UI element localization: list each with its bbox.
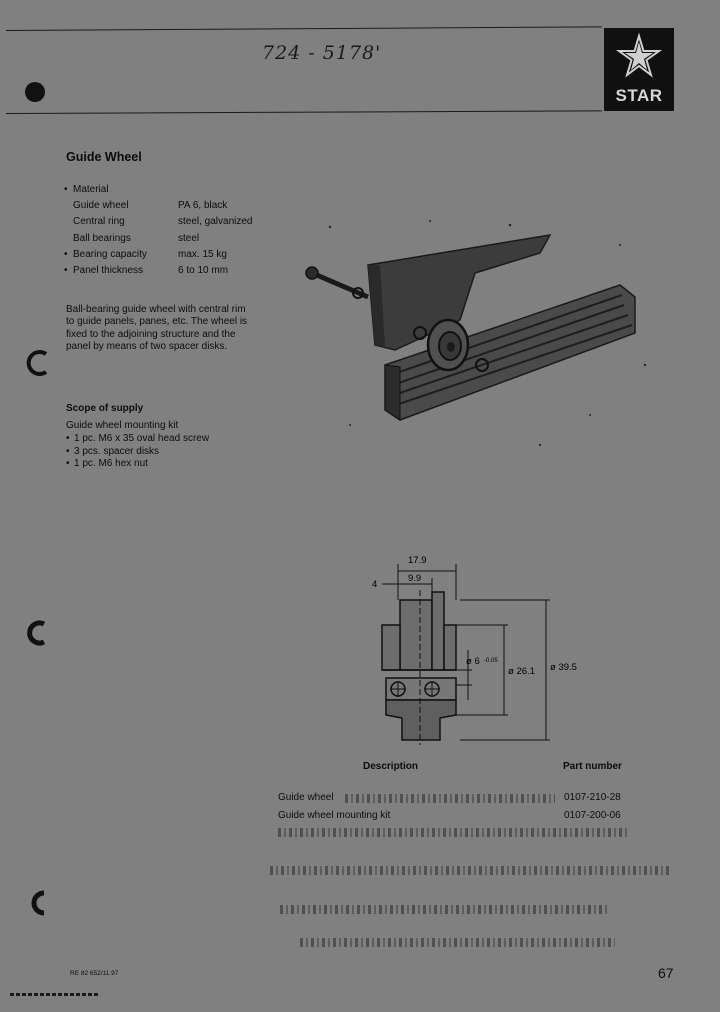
product-title: Guide Wheel: [66, 150, 142, 164]
spec-value: steel, galvanized: [178, 216, 253, 228]
dim-bore-tol: -0.05: [484, 658, 498, 664]
spec-label: Material: [73, 184, 109, 195]
page-number: 67: [658, 965, 674, 981]
punch-hole: [24, 348, 54, 378]
col-header-description: Description: [363, 761, 419, 772]
spec-value: steel: [178, 232, 200, 244]
star-icon: [604, 28, 674, 88]
spec-row: • Panel thickness 6 to 10 mm: [64, 263, 284, 279]
spec-value: 6 to 10 mm: [178, 264, 229, 276]
spec-value: PA 6, black: [178, 200, 228, 212]
scan-artifact: [300, 938, 615, 947]
product-description: Ball-bearing guide wheel with central rim to guide panels, panes, etc. The wheel is fixed to the adjoining structure and the panel by means of two spacer disks.: [66, 304, 248, 352]
document-reference: RE 82 652/11.97: [70, 970, 119, 977]
scope-title: Scope of supply: [66, 403, 144, 414]
spec-label: Central ring: [73, 216, 125, 228]
row-description: Guide wheel: [278, 792, 334, 803]
spec-row: [64, 231, 284, 247]
row-description: Guide wheel mounting kit: [278, 810, 391, 821]
punch-hole: [24, 888, 54, 918]
punch-hole: [25, 82, 45, 102]
handwritten-note: 724 - 5178': [262, 42, 382, 64]
col-header-part-number: Part number: [563, 761, 622, 772]
header-rule-bottom: [6, 110, 602, 114]
scope-item: • 1 pc. M6 x 35 oval head screw: [66, 433, 209, 446]
header-rule-top: [6, 26, 602, 31]
dim-total: 17.9: [408, 555, 427, 566]
punch-hole: [24, 618, 54, 648]
row-part-number: 0107-210-28: [564, 792, 621, 803]
dim-outer: ø 39.5: [550, 662, 577, 673]
scope-intro: Guide wheel mounting kit: [66, 420, 179, 431]
scope-item: • 1 pc. M6 hex nut: [66, 458, 209, 471]
spec-label: Panel thickness: [73, 264, 144, 276]
spec-value: max. 15 kg: [178, 248, 227, 260]
scope-item: • 3 pcs. spacer disks: [66, 446, 209, 459]
scan-artifact: [278, 828, 630, 837]
dim-bore: ø 6: [466, 656, 480, 667]
dim-inner: ø 26.1: [508, 666, 535, 677]
scan-artifact: [10, 993, 100, 996]
dim-left: 4: [372, 579, 378, 590]
spec-row: [64, 214, 284, 230]
product-illustration: [290, 215, 670, 460]
scope-list: [66, 420, 209, 471]
spec-label: Guide wheel: [73, 200, 129, 212]
scan-artifact: [345, 794, 555, 803]
spec-label: Bearing capacity: [73, 248, 147, 260]
spec-row: • Material: [64, 182, 284, 198]
dim-mid: 9.9: [408, 573, 422, 584]
dimension-drawing: [360, 550, 590, 750]
scan-artifact: [270, 866, 670, 875]
row-part-number: 0107-200-06: [564, 810, 621, 821]
spec-row: [64, 198, 284, 214]
star-logo: [604, 28, 674, 111]
scan-artifact: [280, 905, 610, 914]
spec-row: • Bearing capacity max. 15 kg: [64, 247, 284, 263]
spec-list: [64, 182, 284, 279]
logo-text: STAR: [615, 86, 663, 105]
spec-label: Ball bearings: [73, 232, 131, 244]
